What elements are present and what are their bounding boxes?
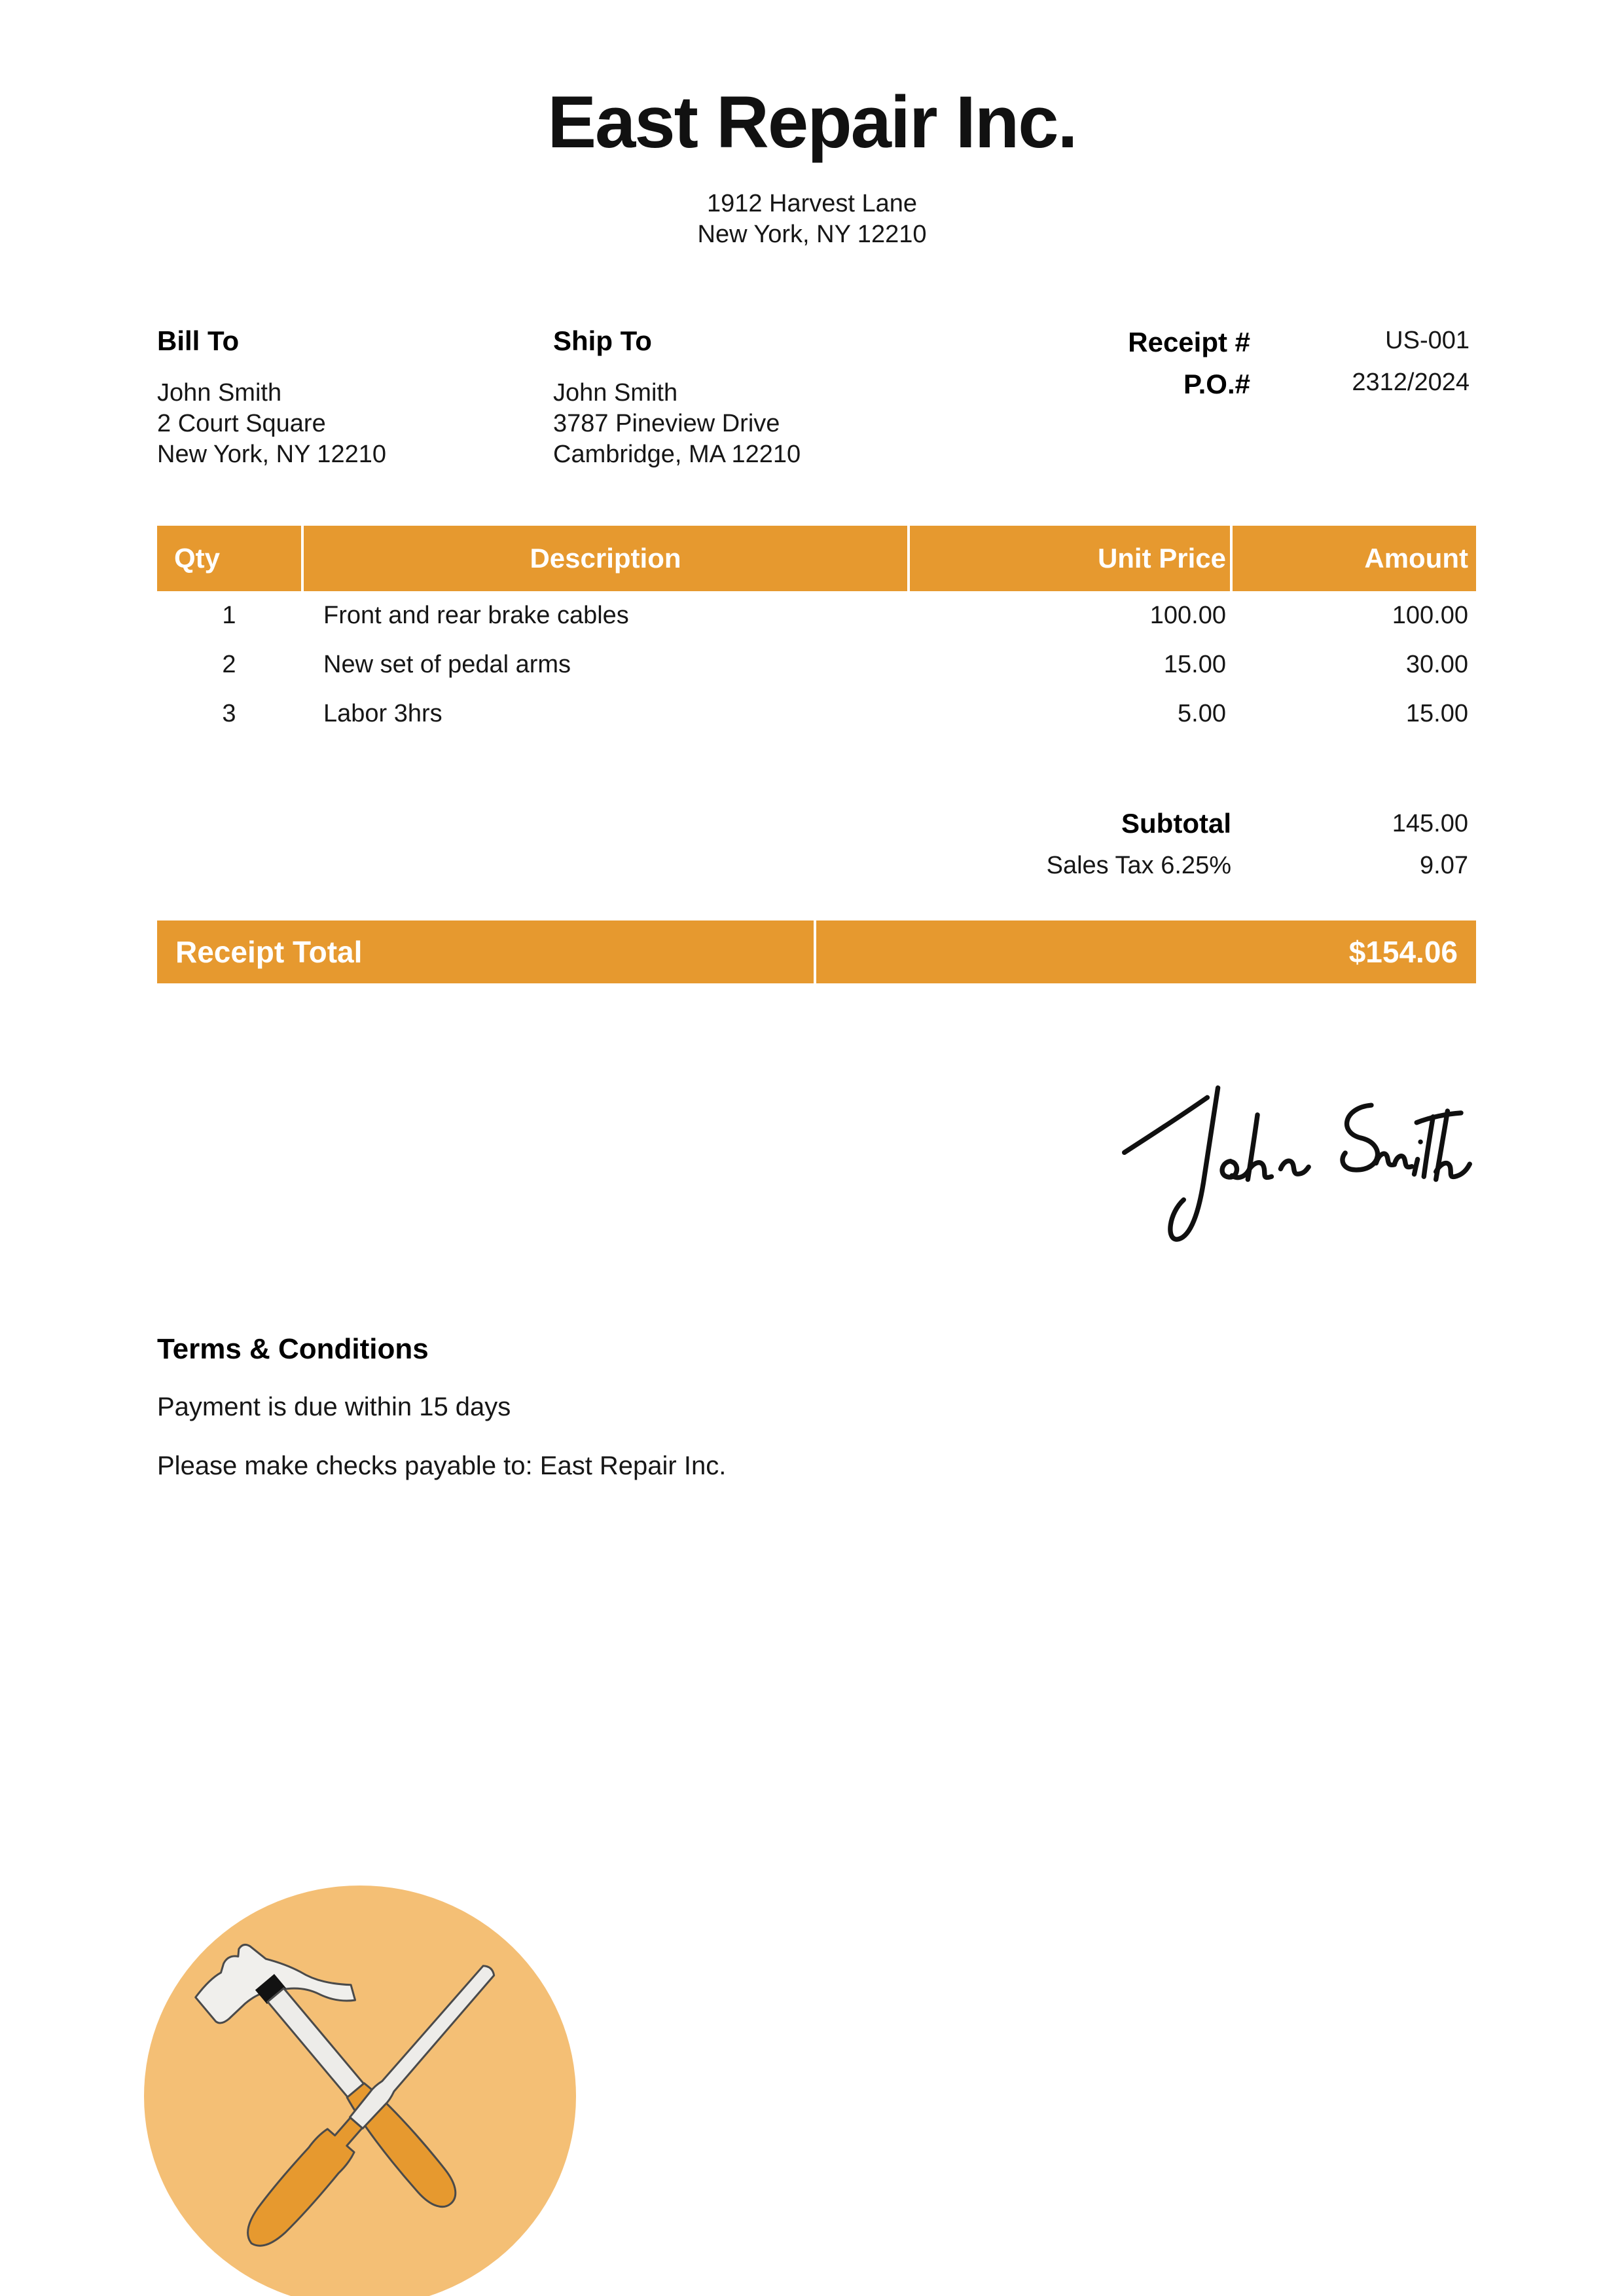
sales-tax-value: 9.07: [1420, 851, 1468, 879]
signature-stroke: [1280, 1161, 1308, 1174]
signature-stroke: [1416, 1113, 1461, 1123]
ship-to-label: Ship To: [553, 325, 652, 356]
item-unit-price: 15.00: [1163, 651, 1226, 678]
item-description: Front and rear brake cables: [323, 602, 629, 629]
signature-i-dot: [1418, 1139, 1422, 1144]
po-number-value: 2312/2024: [1352, 369, 1470, 396]
hammer-screwdriver-logo-icon: [143, 1885, 577, 2296]
signature-stroke: [1415, 1159, 1418, 1175]
receipt-number-value: US-001: [1385, 327, 1470, 354]
item-qty: 1: [222, 602, 236, 629]
signature-stroke: [1248, 1163, 1271, 1178]
receipt-total-value: $154.06: [816, 920, 1476, 983]
bill-to-label: Bill To: [157, 325, 240, 356]
signature-stroke: [1343, 1105, 1378, 1170]
description-column-header: Description: [304, 526, 907, 591]
receipt-number-label: Receipt #: [1128, 327, 1250, 357]
ship-to-address: [553, 378, 801, 470]
item-amount: 30.00: [1405, 651, 1468, 678]
signature-stroke: [1424, 1117, 1433, 1176]
company-address-line1: 1912 Harvest Lane: [706, 190, 918, 217]
item-description: New set of pedal arms: [323, 651, 571, 678]
receipt-total-bar: [157, 920, 1476, 983]
item-unit-price: 100.00: [1149, 602, 1226, 629]
bill-to-address: [157, 378, 386, 470]
item-unit-price: 5.00: [1178, 700, 1226, 727]
table-row: [157, 591, 1476, 640]
ship-to-city: Cambridge, MA 12210: [553, 441, 801, 468]
receipt-total-label: Receipt Total: [157, 920, 814, 983]
signature-stroke: [1170, 1088, 1218, 1239]
items-table-body: [157, 591, 1476, 738]
receipt-number-row: [884, 327, 1470, 358]
signature-image: [1113, 1068, 1479, 1262]
amount-column-header: Amount: [1233, 526, 1476, 591]
bill-to-street: 2 Court Square: [157, 410, 326, 437]
ship-to-street: 3787 Pineview Drive: [553, 410, 780, 437]
item-qty: 2: [222, 651, 236, 678]
signature-stroke: [1436, 1163, 1470, 1177]
item-qty: 3: [222, 700, 236, 727]
po-number-row: [884, 369, 1470, 400]
sales-tax-row: [157, 845, 1476, 886]
terms-heading: Terms & Conditions: [157, 1333, 429, 1365]
subtotal-row: [157, 803, 1476, 845]
subtotal-label: Subtotal: [1121, 808, 1231, 839]
company-name: East Repair Inc.: [547, 81, 1077, 163]
company-address: [0, 189, 1624, 250]
sales-tax-label: Sales Tax 6.25%: [1046, 851, 1231, 879]
bill-to-name: John Smith: [157, 379, 282, 407]
unit-price-column-header: Unit Price: [910, 526, 1230, 591]
subtotal-value: 145.00: [1392, 809, 1468, 837]
item-amount: 15.00: [1405, 700, 1468, 727]
items-table-header: [157, 526, 1476, 591]
signature-stroke: [1125, 1097, 1208, 1152]
item-amount: 100.00: [1392, 602, 1468, 629]
item-description: Labor 3hrs: [323, 700, 442, 727]
company-address-line2: New York, NY 12210: [697, 221, 927, 248]
terms-line: Please make checks payable to: East Repair Inc.: [157, 1451, 727, 1480]
terms-line: Payment is due within 15 days: [157, 1393, 511, 1421]
po-number-label: P.O.#: [1183, 369, 1250, 399]
totals-section: [157, 803, 1476, 886]
table-row: [157, 640, 1476, 689]
table-row: [157, 689, 1476, 738]
signature-stroke: [1376, 1154, 1412, 1167]
qty-column-header: Qty: [157, 526, 301, 591]
bill-to-city: New York, NY 12210: [157, 441, 386, 468]
ship-to-name: John Smith: [553, 379, 678, 407]
